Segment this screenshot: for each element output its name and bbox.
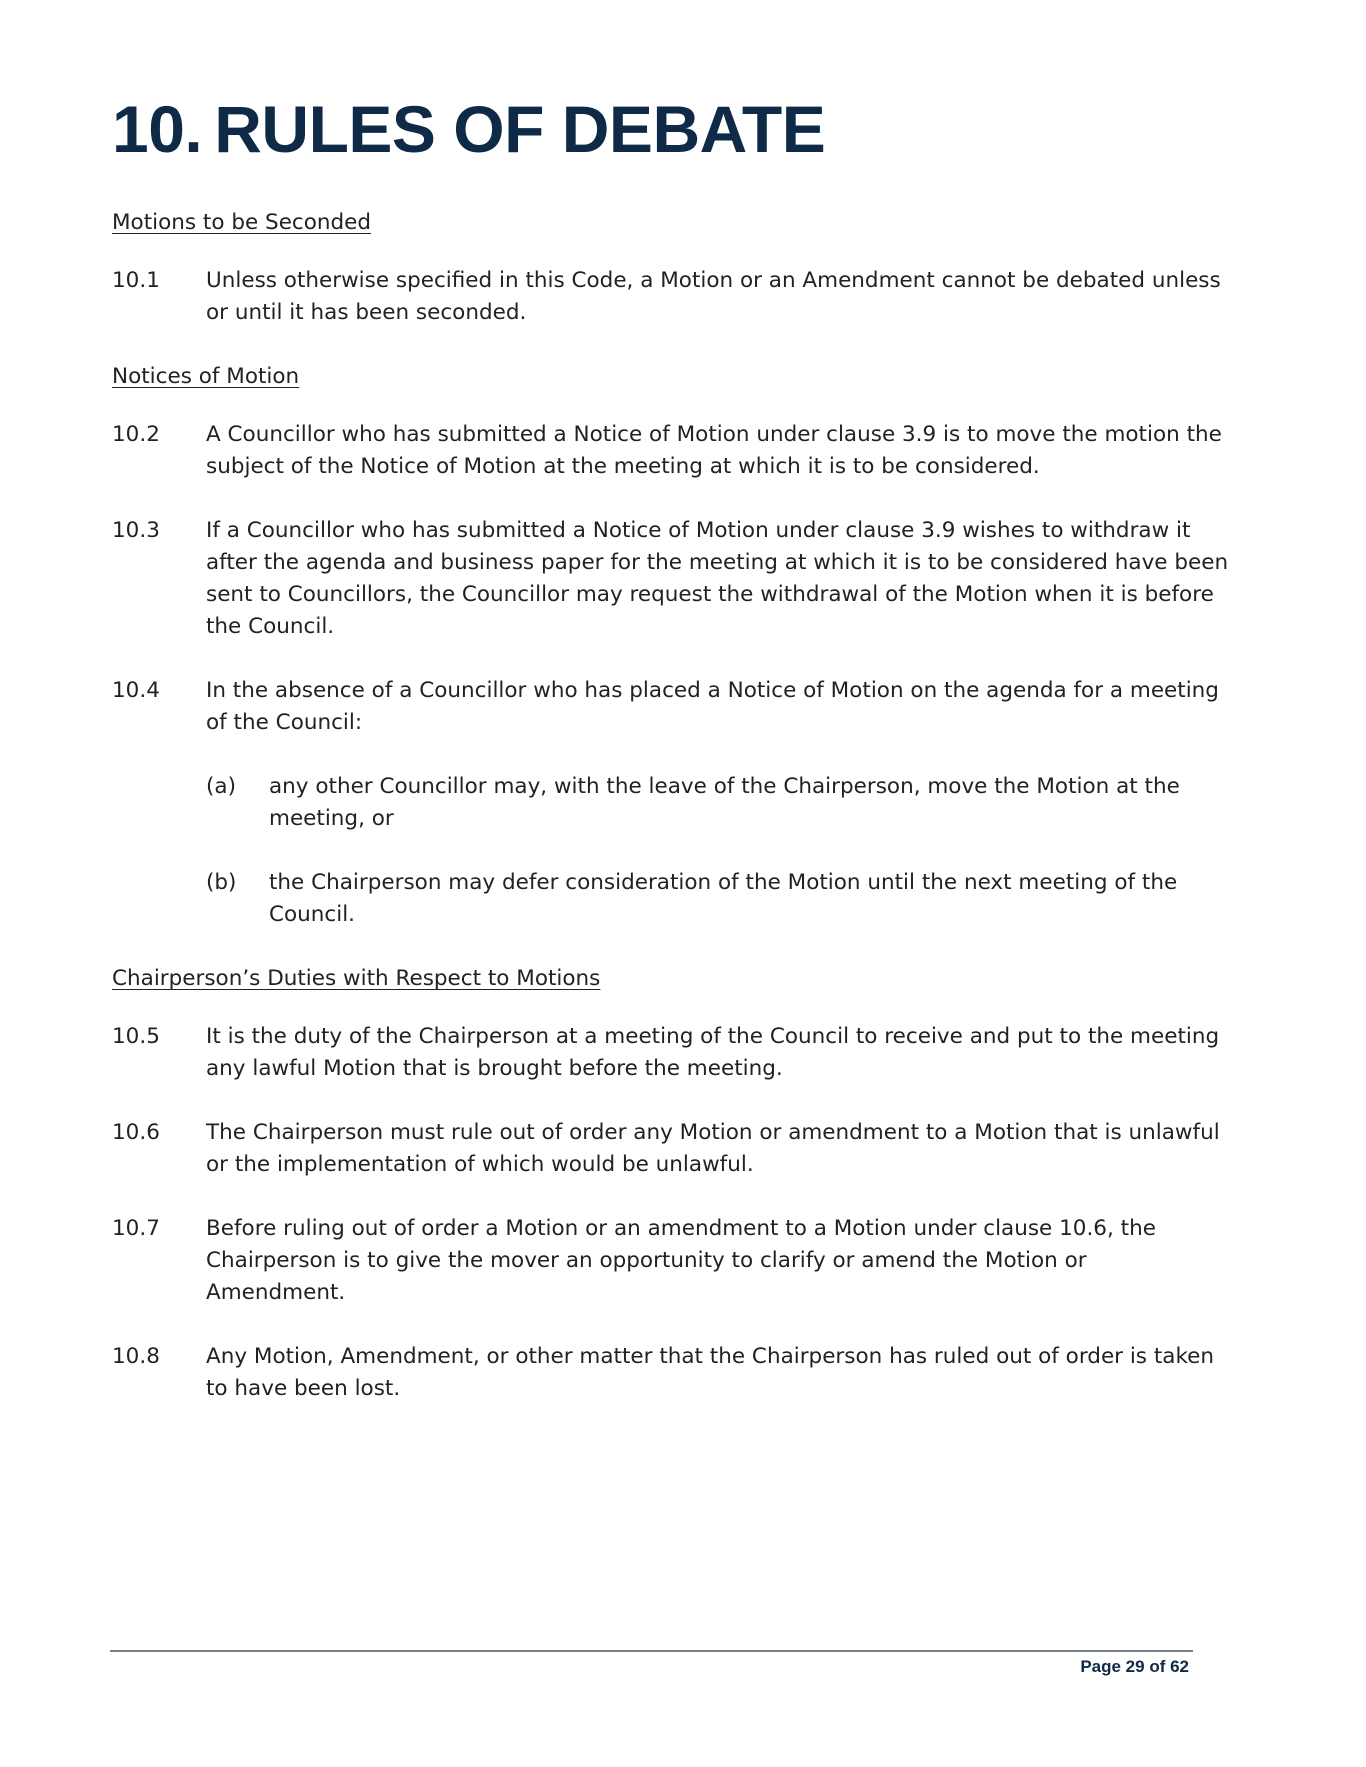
- clause-number: 10.5: [112, 1024, 160, 1049]
- clause-number: 10.1: [112, 268, 160, 293]
- title-number: 10.: [112, 92, 203, 166]
- clause-10-3: [112, 515, 1232, 643]
- clause-10-4: [112, 675, 1232, 739]
- clause-text: Before ruling out of order a Motion or an amendment to a Motion under clause 10.6, the Chairperson is to give the mover an opportunity to clarify or amend the Motion or Amendment.: [206, 1216, 1156, 1305]
- subclause-text: the Chairperson may defer consideration of the Motion until the next meeting of the Council.: [269, 870, 1178, 927]
- clause-number: 10.7: [112, 1216, 160, 1241]
- section-heading: Motions to be Seconded: [112, 210, 372, 235]
- clause-10-6: [112, 1117, 1232, 1181]
- clause-text: A Councillor who has submitted a Notice of Motion under clause 3.9 is to move the motion the subject of the Notice of Motion at the meeting at which it is to be considered.: [206, 422, 1222, 479]
- subclause-b: [206, 867, 1232, 931]
- clause-number: 10.3: [112, 518, 160, 543]
- page-number: Page 29 of 62: [1080, 1657, 1189, 1676]
- clause-text: If a Councillor who has submitted a Notice of Motion under clause 3.9 wishes to withdraw it after the agenda and business paper for the meeting at which it is to be considered have been sent to Councillors, the Councillor may request the withdrawal of the Motion when it is before the Council.: [206, 518, 1229, 639]
- clause-number: 10.8: [112, 1344, 160, 1369]
- section-heading: Chairperson’s Duties with Respect to Motions: [112, 966, 601, 991]
- clause-number: 10.4: [112, 678, 160, 703]
- page-title: [112, 92, 826, 166]
- clause-10-1: [112, 265, 1232, 329]
- subclause-number: (b): [206, 870, 237, 895]
- subclause-text: any other Councillor may, with the leave of the Chairperson, move the Motion at the meeting, or: [269, 774, 1180, 831]
- document-body: [112, 207, 1232, 1437]
- subclause-number: (a): [206, 774, 236, 799]
- clause-10-8: [112, 1341, 1232, 1405]
- clause-text: Unless otherwise specified in this Code, a Motion or an Amendment cannot be debated unless or until it has been seconded.: [206, 268, 1221, 325]
- clause-number: 10.2: [112, 422, 160, 447]
- clause-text: In the absence of a Councillor who has placed a Notice of Motion on the agenda for a meeting of the Council:: [206, 678, 1219, 735]
- footer-divider: [110, 1650, 1193, 1652]
- clause-text: The Chairperson must rule out of order any Motion or amendment to a Motion that is unlawful or the implementation of which would be unlawful.: [206, 1120, 1220, 1177]
- title-text: RULES OF DEBATE: [214, 92, 826, 166]
- clause-10-2: [112, 419, 1232, 483]
- clause-number: 10.6: [112, 1120, 160, 1145]
- clause-text: Any Motion, Amendment, or other matter that the Chairperson has ruled out of order is taken to have been lost.: [206, 1344, 1214, 1401]
- section-heading: Notices of Motion: [112, 364, 300, 389]
- subclause-a: [206, 771, 1232, 835]
- clause-text: It is the duty of the Chairperson at a meeting of the Council to receive and put to the meeting any lawful Motion that is brought before the meeting.: [206, 1024, 1220, 1081]
- clause-10-5: [112, 1021, 1232, 1085]
- clause-10-7: [112, 1213, 1232, 1309]
